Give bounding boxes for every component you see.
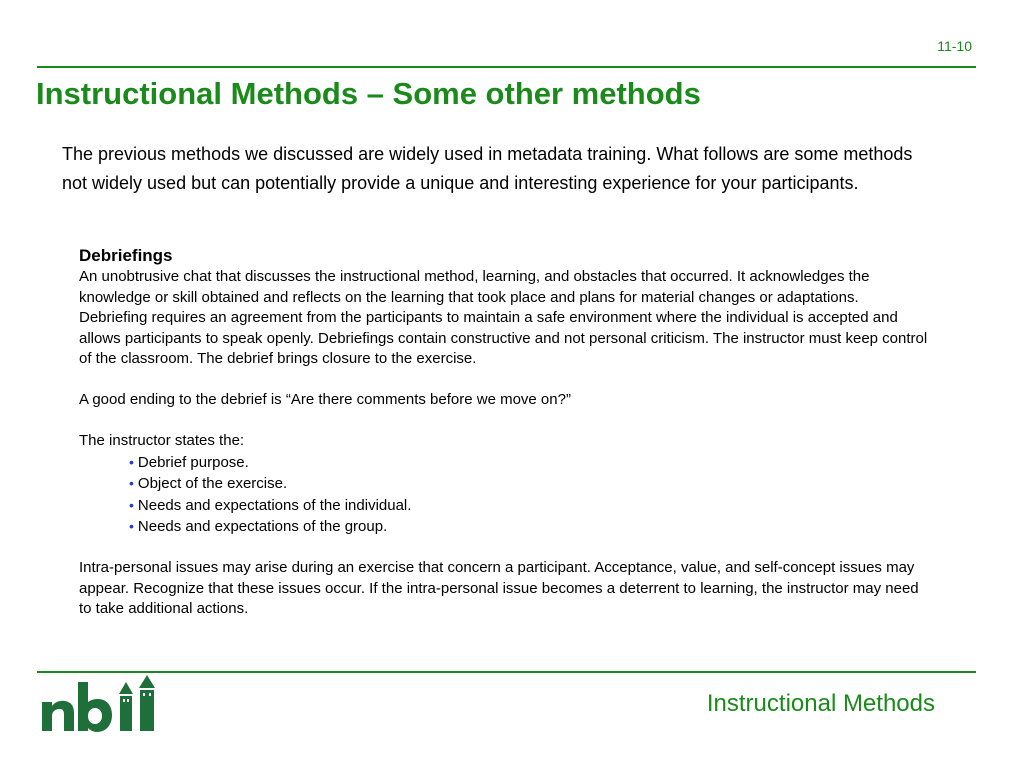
debrief-ending-tip: A good ending to the debrief is “Are there comments before we move on?” [79, 391, 571, 408]
spacer [79, 411, 929, 432]
list-item [129, 516, 929, 538]
spacer [79, 538, 929, 559]
instructor-states-intro: The instructor states the: [79, 432, 245, 449]
list-item-text: Needs and expectations of the individual. [137, 496, 412, 514]
bullet-icon: • [129, 518, 134, 534]
bullet-icon: • [129, 475, 134, 491]
intro-paragraph: The previous methods we discussed are widely used in metadata training. What follows are some methods not widely used but can potentially provide a unique and interesting experience for your participants. [62, 144, 913, 193]
instructor-statements-list [79, 452, 929, 538]
list-item-text: Needs and expectations of the group. [137, 518, 388, 535]
list-item [129, 495, 929, 517]
debriefing-description: An unobtrusive chat that discusses the instructional method, learning, and obstacles that occurred. It acknowledges the knowledge or skill obtained and reflects on the learning that took place and plans for material changes or adaptations. Debriefing requires an agreement from the participants to maintain a safe environment where the individual is accepted and allows participants to speak openly. Debriefings contain constructive and not personal criticism. The instructor must keep control of the classroom. The debrief brings closure to the exercise. [79, 268, 928, 367]
slide-number: 11-10 [937, 38, 972, 54]
bullet-icon: • [129, 496, 134, 513]
nbii-logo [40, 674, 162, 734]
spacer [79, 370, 929, 391]
intra-personal-issues: Intra-personal issues may arise during an exercise that concern a participant. Acceptance, value, and self-concept issues may appear. Recognize that these issues occur. If the intra-personal issue becomes a deterrent to learning, the instructor may need to take additional actions. [79, 559, 919, 617]
content-body [79, 245, 929, 620]
list-item [129, 452, 929, 474]
slide-title: Instructional Methods – Some other methods [36, 76, 701, 111]
bullet-icon: • [129, 453, 134, 470]
footer-label: Instructional Methods [706, 690, 935, 717]
list-item [129, 473, 929, 495]
list-item-text: Object of the exercise. [137, 475, 288, 492]
list-item-text: Debrief purpose. [137, 453, 249, 471]
bottom-divider [37, 671, 976, 673]
top-divider [37, 66, 976, 68]
section-heading: Debriefings [79, 246, 173, 265]
